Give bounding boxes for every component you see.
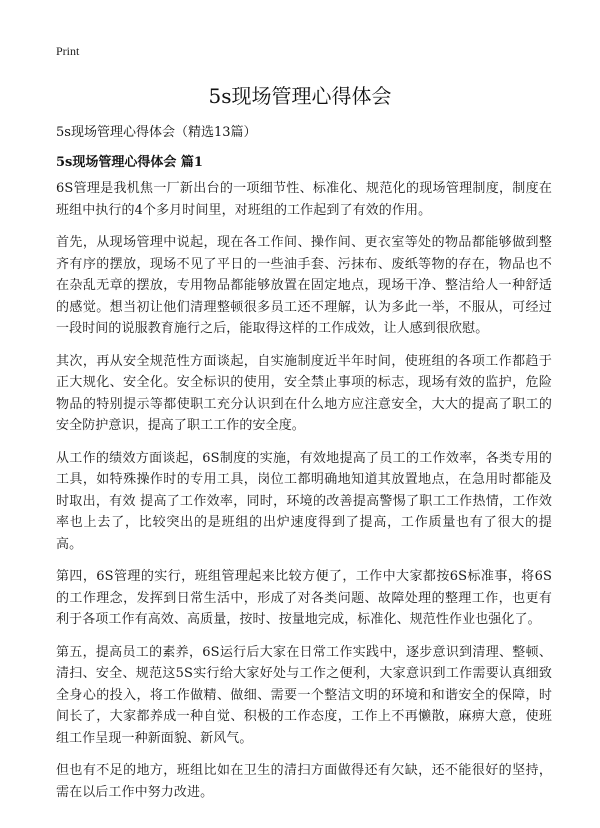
paragraph-1: 6S管理是我机焦一厂新出台的一项细节性、标准化、规范化的现场管理制度，制度在班组中执行的4个多月时间里，对班组的工作起到了有效的作用。 (56, 181, 552, 218)
paragraph-2: 首先，从现场管理中说起，现在各工作间、操作间、更衣室等处的物品都能够做到整齐有序的摆放，现场不见了平日的一些油手套、污抹布、废纸等物的存在，物品也不在杂乱无章的摆放，专用物品都能够放置在固定地点，现场干净、整洁给人一种舒适的感觉。想当初让他们清理整顿很多员工还不理解，认为多此一举，不服从，可经过一段时间的说服教育施行之后，能取得这样的工作成效，让人感到很欣慰。 (56, 235, 552, 336)
page-title: 5s现场管理心得体会 (208, 84, 392, 108)
paragraph-6: 第五，提高员工的素养，6S运行后大家在日常工作实践中，逐步意识到清理、整顿、清扫、安全、规范这5S实行给大家好处与工作之便利，大家意识到工作需要认真细致全身心的投入，将工作做精、做细、需要一个整洁文明的环境和和谐安全的保障，时间长了，大家都养成一种自觉、积极的工作态度，工作上不再懒散，麻痹大意，使班组工作呈现一种新面貌、新风气。 (56, 644, 552, 746)
paragraph-5: 第四，6S管理的实行，班组管理起来比较方便了，工作中大家都按6S标准事，将6S的工作理念，发挥到日常生活中，形成了对各类问题、故障处理的整理工作，也更有利于各项工作有高效、高质量，按时、按量地完成，标准化、规范性作业也强化了。 (56, 569, 552, 627)
print-link[interactable]: Print (56, 44, 80, 58)
document-subtitle: 5s现场管理心得体会（精选13篇） (56, 125, 257, 140)
paragraph-4: 从工作的绩效方面谈起，6S制度的实施，有效地提高了员工的工作效率，各类专用的工具，如特殊操作时的专用工具，岗位工都明确地知道其放置地点，在急用时都能及时取出，有效 提高了工作效率，同时，环境的改善提高警惕了职工工作热情，工作效率也上去了，比较突出的是班组的出炉速度得到了提高，工作质量也有了很大的提高。 (56, 450, 552, 552)
paragraph-7: 但也有不足的地方，班组比如在卫生的清扫方面做得还有欠缺，还不能很好的坚持，需在以后工作中努力改进。 (56, 763, 552, 800)
paragraph-3: 其次，再从安全规范性方面谈起，自实施制度近半年时间，使班组的各项工作都趋于正大规化、安全化。安全标识的使用，安全禁止事项的标志，现场有效的监护，危险物品的特别提示等都使职工充分认识到在什么地方应注意安全，大大的提高了职工的安全防护意识，提高了职工工作的安全度。 (56, 353, 552, 433)
document-body (56, 178, 552, 814)
section-heading: 5s现场管理心得体会 篇1 (56, 155, 203, 170)
